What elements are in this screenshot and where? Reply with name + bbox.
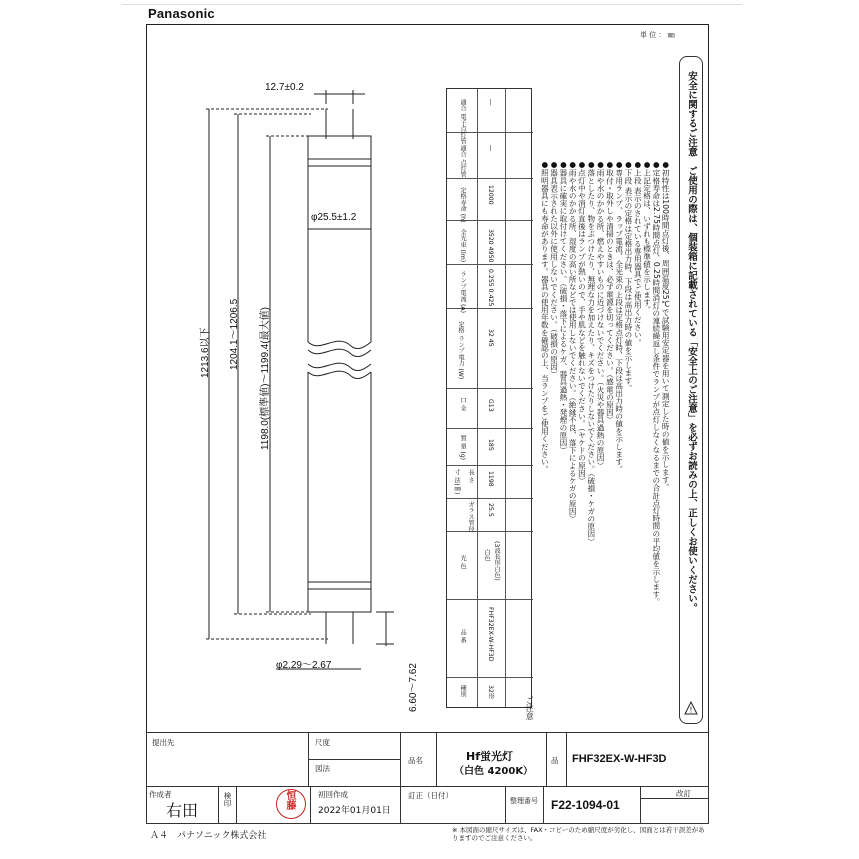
th-base: 口 金	[459, 397, 467, 412]
notes-title: ご注意	[525, 696, 535, 720]
notes-list	[540, 160, 670, 720]
unit-label: 単 位 ： ㎜	[640, 31, 675, 39]
dim-tube-diameter: φ25.5±1.2	[311, 212, 357, 223]
title-block	[146, 732, 709, 824]
creator-label: 作成者	[149, 790, 172, 799]
note-item: ●器具表示された以外に使用しないでください。（破損の原因）	[549, 160, 559, 378]
td-mass: 185	[487, 439, 495, 451]
first-created-label: 初回作成	[318, 790, 348, 799]
warning-icon	[684, 701, 698, 715]
dim-overall-max: 1213.6以下	[200, 327, 211, 378]
note-item: ●下段 表示の定格は定格出力時、下段は高出力時の値を示します。	[623, 160, 633, 392]
drawing-no-label: 整理番号	[510, 797, 538, 805]
scale-label: 尺度	[315, 738, 330, 747]
revision-date-label: 訂正（日付）	[408, 791, 453, 800]
brand-logo: Panasonic	[148, 6, 215, 21]
svg-text:!: !	[689, 705, 693, 715]
creator-name: 右田	[166, 801, 199, 820]
top-rule	[122, 4, 742, 5]
paper-size-label: Ａ４ パナソニック株式会社	[150, 831, 267, 841]
note-item: ●専用ランプ、ラップ電流、全光束の上段は定格点灯時、下段は高出力時の値を示します。	[614, 160, 624, 473]
th-length: 長 さ	[467, 469, 475, 484]
td-power: 32 45	[487, 329, 495, 347]
drawing-method-label: 図法	[315, 764, 330, 773]
note-item: ●取付・取外しや清掃のときは、必ず電源を切ってください。（感電の原因）	[605, 160, 615, 424]
td-flux: 3520 4950	[487, 229, 495, 263]
td-color: 白色	[483, 549, 491, 562]
th-type: 種別	[459, 685, 467, 698]
td-glass-dia: 25.5	[487, 503, 495, 517]
th-name: 品 番	[459, 629, 467, 644]
note-item: ●落としたり、物をぶつけたり、無理な力を加えたり、キズをつけたりしないでください。（破損・ケガの原因）	[586, 160, 596, 546]
td-current: 0.255 0.425	[487, 269, 495, 307]
first-created-date: 2022年01月01日	[318, 806, 391, 816]
td-ballast2: ―	[487, 99, 495, 106]
note-item: ●点灯中や消灯直後はランプが熱いので、手や肌などを触れないでください。（ヤケドの原因）	[577, 160, 587, 485]
td-length: 1198	[487, 471, 495, 487]
seal-label: 検印	[223, 792, 232, 807]
note-item: ●上段 表示のされている専用器具でご使用ください。	[633, 160, 643, 347]
note-item: ●器具に確実に取付けてください。（破損・落下によるケガ、器具過熱・発煙の原因）	[558, 160, 568, 454]
bottom-base	[308, 582, 371, 612]
product-label: 品名	[408, 756, 423, 765]
submit-to-label: 提出先	[152, 738, 175, 747]
dim-pin-spacing: 12.7±0.2	[265, 82, 304, 93]
note-item: ●雨や水のかかる所、湿度の高い所などでは使用しないでください。（絶縁不良、落下によるケガの原因）	[568, 160, 578, 523]
note-item: ●定格寿命は2.75時間点灯、0.25時間消灯の連続繰返し条件でランプが点灯しなくなるまでの合計点灯時間の平均値を示します。	[651, 160, 661, 606]
model-number: FHF32EX-W-HF3D	[572, 753, 667, 765]
top-base	[308, 136, 371, 166]
product-name: Hf蛍光灯	[466, 750, 513, 763]
footer-note: ※ 本図面の縮尺サイズは、FAX・コピーのため縮尺度が劣化し、図面とは若干誤差がありますのでご注意ください。	[452, 826, 705, 842]
td-ballast: ―	[487, 145, 495, 152]
th-ballast: 適合 点灯管	[459, 145, 467, 178]
dim-pin-length: 6.60～7.62	[408, 663, 419, 712]
th-dimensions: 寸 法(㎜)	[453, 469, 461, 495]
approval-stamp	[276, 789, 306, 819]
th-glass-dia: ガラス管径	[467, 501, 475, 532]
dim-pin-diameter: φ2.29～2.67	[276, 660, 332, 671]
th-mass: 質 量 (g)	[459, 435, 467, 461]
th-life: 定格寿命 (h)	[459, 187, 467, 223]
stamp-text: 恒藤	[284, 790, 295, 810]
revision-no-label: 改訂	[676, 789, 691, 798]
model-label: 品	[551, 756, 559, 765]
dim-base-length: 1204.1～1206.5	[229, 298, 240, 370]
th-color: 光 色	[459, 555, 467, 570]
td-base: G13	[487, 399, 495, 412]
note-item: ●初特性は100時間点灯後、周囲温度25℃で試験用安定器を用いて測定した時の値を示します。	[661, 160, 671, 491]
td-life: 12000	[487, 185, 495, 205]
note-item: ●上記定格は、いずれも標準値を示します。	[642, 160, 652, 314]
th-flux: 全光束 (lm)	[459, 229, 467, 263]
safety-text: 安全に関するご注意 ご使用の際は、個装箱に記載されている「安全上のご注意」を必ずお読みの上、正しくお使いください。	[686, 71, 697, 613]
break-lower	[308, 363, 371, 370]
tube-drawing	[146, 24, 446, 714]
break-upper	[308, 341, 371, 348]
td-name: FHF32EX-W-HF3D	[487, 607, 495, 662]
td-color-sub: (3波長形白色)	[493, 541, 501, 581]
note-item: ●雨や水のかかる所、燃えやすいものに近づけないでください。（火災や器具過熱の原因）	[596, 160, 606, 470]
product-sub: （白色 4200K）	[454, 766, 534, 777]
th-power: 定格 ランプ電力 (W)	[457, 321, 465, 380]
dim-tube-length: 1198.0(標準値)～1199.4(最大値)	[260, 306, 271, 450]
td-type: 32形	[487, 685, 495, 700]
safety-box	[679, 56, 703, 724]
th-ballast2: 適合 電子点灯管	[459, 99, 467, 145]
drawing-number: F22-1094-01	[551, 798, 620, 812]
spec-table	[446, 88, 532, 708]
th-current: ランプ電流 (A)	[459, 271, 467, 314]
note-item: ●照明器具にも寿命があります。器具の使用年数を確認の上、当ランプをご使用ください。	[540, 160, 550, 473]
